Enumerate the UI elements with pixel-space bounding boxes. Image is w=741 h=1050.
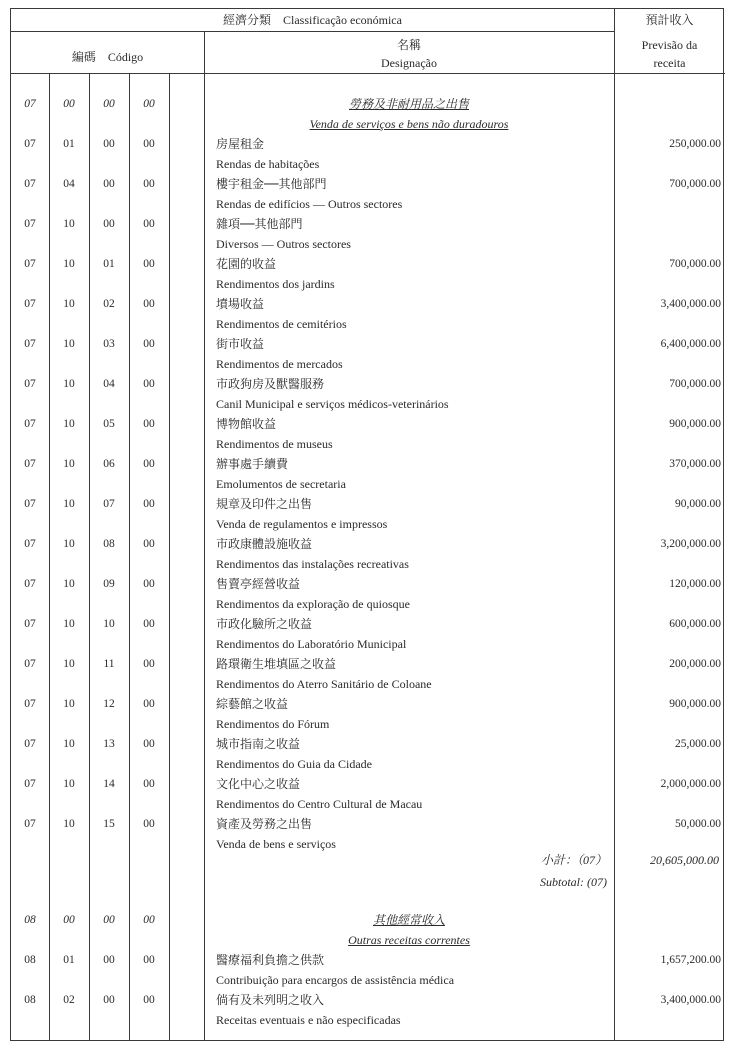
designation-pt: Rendimentos de cemitérios [216,317,347,331]
code-cell: 07 [24,98,36,110]
code-cell: 08 [24,954,36,966]
code-cell: 08 [103,538,115,550]
code-cell: 00 [143,458,155,470]
code-cell: 00 [63,98,75,110]
amount-cell: 900,000.00 [669,698,721,710]
code-cell: 00 [143,778,155,790]
designation-pt: Rendas de habitações [216,157,320,171]
code-cell: 00 [143,98,155,110]
code-cell: 00 [143,578,155,590]
designation-pt: Rendimentos do Guia da Cidade [216,757,372,771]
designation-zh: 市政康體設施收益 [216,537,313,551]
amount-cell: 25,000.00 [675,738,721,750]
table-row [11,494,725,534]
table-row [11,454,725,494]
code-cell: 07 [24,338,36,350]
designation-pt: Rendimentos da exploração de quiosque [216,597,410,611]
designation-pt: Rendimentos do Aterro Sanitário de Coloane [216,677,432,691]
header-forecast-pt-1: Previsão da [641,38,698,52]
code-cell: 10 [63,218,75,230]
designation-zh: 市政化驗所之收益 [216,617,313,631]
code-cell: 00 [143,698,155,710]
code-cell: 00 [143,218,155,230]
code-cell: 10 [103,618,115,630]
table-row [11,174,725,214]
code-cell: 07 [24,698,36,710]
amount-cell: 200,000.00 [669,658,721,670]
designation-zh: 綜藝館之收益 [216,697,289,711]
code-cell: 07 [24,258,36,270]
section-title-zh: 勞務及非耐用品之出售 [348,97,469,111]
code-cell: 00 [143,498,155,510]
code-cell: 00 [103,218,115,230]
code-cell: 10 [63,818,75,830]
table-row [11,374,725,414]
code-cell: 09 [103,578,115,590]
code-cell: 07 [24,178,36,190]
code-cell: 00 [143,418,155,430]
code-cell: 00 [143,338,155,350]
code-cell: 07 [24,458,36,470]
code-cell: 12 [103,698,115,710]
amount-cell: 120,000.00 [669,578,721,590]
code-cell: 00 [63,914,75,926]
code-cell: 00 [143,994,155,1006]
code-cell: 03 [103,338,115,350]
code-cell: 07 [24,498,36,510]
table-row [11,334,725,374]
code-cell: 14 [103,778,115,790]
code-cell: 00 [143,914,155,926]
designation-pt: Contribuição para encargos de assistência médica [216,973,455,987]
designation-pt: Rendimentos de mercados [216,357,343,371]
section-title-pt: Venda de serviços e bens não duradouros [309,117,509,131]
code-cell: 10 [63,658,75,670]
code-cell: 10 [63,458,75,470]
amount-cell: 50,000.00 [675,818,721,830]
amount-cell: 700,000.00 [669,258,721,270]
designation-pt: Venda de regulamentos e impressos [216,517,388,531]
code-cell: 07 [24,778,36,790]
code-cell: 11 [103,658,115,670]
amount-cell: 3,400,000.00 [660,994,721,1006]
amount-cell: 3,200,000.00 [660,538,721,550]
amount-cell: 2,000,000.00 [660,778,721,790]
designation-zh: 規章及印件之出售 [216,497,313,511]
designation-zh: 售賣亭經營收益 [216,577,301,591]
table-row [11,814,725,854]
table-row [11,990,725,1030]
code-cell: 00 [143,538,155,550]
designation-zh: 樓宇租金──其他部門 [216,177,327,191]
code-cell: 07 [24,618,36,630]
code-cell: 04 [63,178,75,190]
code-cell: 06 [103,458,115,470]
code-cell: 13 [103,738,115,750]
designation-pt: Emolumentos de secretaria [216,477,346,491]
code-cell: 07 [24,538,36,550]
code-cell: 10 [63,338,75,350]
code-cell: 00 [143,618,155,630]
designation-zh: 街市收益 [216,337,265,351]
amount-cell: 370,000.00 [669,458,721,470]
table-row [11,534,725,574]
header-forecast-zh: 預計收入 [645,13,694,27]
header-divider-top [11,31,614,32]
code-cell: 00 [103,994,115,1006]
amount-cell: 250,000.00 [669,138,721,150]
designation-zh: 醫療福利負擔之供款 [216,953,325,967]
budget-table [10,8,724,1041]
code-cell: 00 [103,178,115,190]
code-cell: 10 [63,418,75,430]
table-row [11,734,725,774]
header-designation-zh: 名稱 [396,38,421,52]
designation-pt: Diversos — Outros sectores [216,237,351,251]
code-cell: 10 [63,698,75,710]
code-cell: 07 [24,218,36,230]
table-row [11,950,725,990]
code-cell: 00 [143,738,155,750]
designation-pt: Rendimentos das instalações recreativas [216,557,409,571]
header-classification: 經濟分類 Classificação económica [223,13,402,27]
code-cell: 10 [63,778,75,790]
designation-pt: Rendimentos dos jardins [216,277,335,291]
header-designation-pt: Designação [381,56,437,70]
designation-zh: 花園的收益 [216,257,277,271]
code-cell: 10 [63,538,75,550]
amount-cell: 700,000.00 [669,178,721,190]
code-cell: 00 [103,914,115,926]
designation-zh: 倘有及未列明之收入 [216,993,325,1007]
code-cell: 02 [63,994,75,1006]
designation-pt: Rendimentos do Laboratório Municipal [216,637,407,651]
code-cell: 07 [24,818,36,830]
code-cell: 00 [143,658,155,670]
amount-cell: 600,000.00 [669,618,721,630]
code-cell: 00 [103,138,115,150]
amount-cell: 700,000.00 [669,378,721,390]
designation-zh: 市政狗房及獸醫服務 [216,377,325,391]
designation-zh: 城市指南之收益 [216,737,301,751]
code-cell: 02 [103,298,115,310]
subtotal-label-zh: 小計：（07） [540,853,607,867]
code-cell: 10 [63,378,75,390]
code-cell: 00 [143,138,155,150]
table-row [11,694,725,734]
table-row [11,654,725,694]
code-cell: 01 [63,138,75,150]
code-cell: 08 [24,994,36,1006]
table-row [11,294,725,334]
code-cell: 00 [143,378,155,390]
section-title-zh: 其他經常收入 [372,913,445,927]
code-cell: 07 [24,578,36,590]
table-row [11,254,725,294]
designation-pt: Venda de bens e serviços [216,837,336,851]
designation-zh: 博物館收益 [216,417,277,431]
designation-zh: 雜項──其他部門 [216,217,303,231]
section-row [11,910,725,950]
amount-cell: 3,400,000.00 [660,298,721,310]
header-forecast-pt-2: receita [653,56,686,70]
code-cell: 05 [103,418,115,430]
code-cell: 00 [103,954,115,966]
code-cell: 00 [143,298,155,310]
designation-pt: Rendimentos de museus [216,437,333,451]
designation-zh: 資產及勞務之出售 [216,817,313,831]
code-cell: 10 [63,738,75,750]
table-row [11,214,725,254]
table-row [11,774,725,814]
code-cell: 04 [103,378,115,390]
code-cell: 00 [103,98,115,110]
code-cell: 07 [24,658,36,670]
code-cell: 10 [63,258,75,270]
subtotal-amount: 20,605,000.00 [650,853,719,867]
code-cell: 00 [143,258,155,270]
header-divider-bottom [11,73,725,74]
designation-pt: Rendas de edifícios — Outros sectores [216,197,403,211]
amount-cell: 90,000.00 [675,498,721,510]
code-cell: 07 [24,738,36,750]
code-cell: 00 [143,178,155,190]
code-cell: 07 [103,498,115,510]
code-cell: 01 [63,954,75,966]
designation-zh: 房屋租金 [216,137,265,151]
designation-zh: 文化中心之收益 [216,777,301,791]
header-code: 編碼 Código [71,50,144,64]
section-title-pt: Outras receitas correntes [348,933,470,947]
code-cell: 00 [143,818,155,830]
table-row [11,614,725,654]
amount-cell: 1,657,200.00 [660,954,721,966]
amount-cell: 6,400,000.00 [660,338,721,350]
table-row [11,574,725,614]
code-cell: 15 [103,818,115,830]
designation-pt: Canil Municipal e serviços médicos-veterinários [216,397,449,411]
code-cell: 07 [24,418,36,430]
code-cell: 10 [63,578,75,590]
designation-pt: Rendimentos do Fórum [216,717,330,731]
designation-zh: 墳場收益 [216,297,265,311]
code-cell: 07 [24,298,36,310]
amount-cell: 900,000.00 [669,418,721,430]
code-cell: 10 [63,498,75,510]
designation-zh: 路環衛生堆填區之收益 [216,657,337,671]
code-cell: 00 [143,954,155,966]
code-cell: 10 [63,298,75,310]
designation-pt: Receitas eventuais e não especificadas [216,1013,401,1027]
subtotal-label-pt: Subtotal: (07) [540,875,607,889]
table-row [11,134,725,174]
code-cell: 07 [24,138,36,150]
designation-zh: 辦事處手續費 [216,457,289,471]
code-cell: 01 [103,258,115,270]
code-cell: 10 [63,618,75,630]
table-row [11,414,725,454]
designation-pt: Rendimentos do Centro Cultural de Macau [216,797,423,811]
section-row [11,94,725,134]
code-cell: 08 [24,914,36,926]
code-cell: 07 [24,378,36,390]
